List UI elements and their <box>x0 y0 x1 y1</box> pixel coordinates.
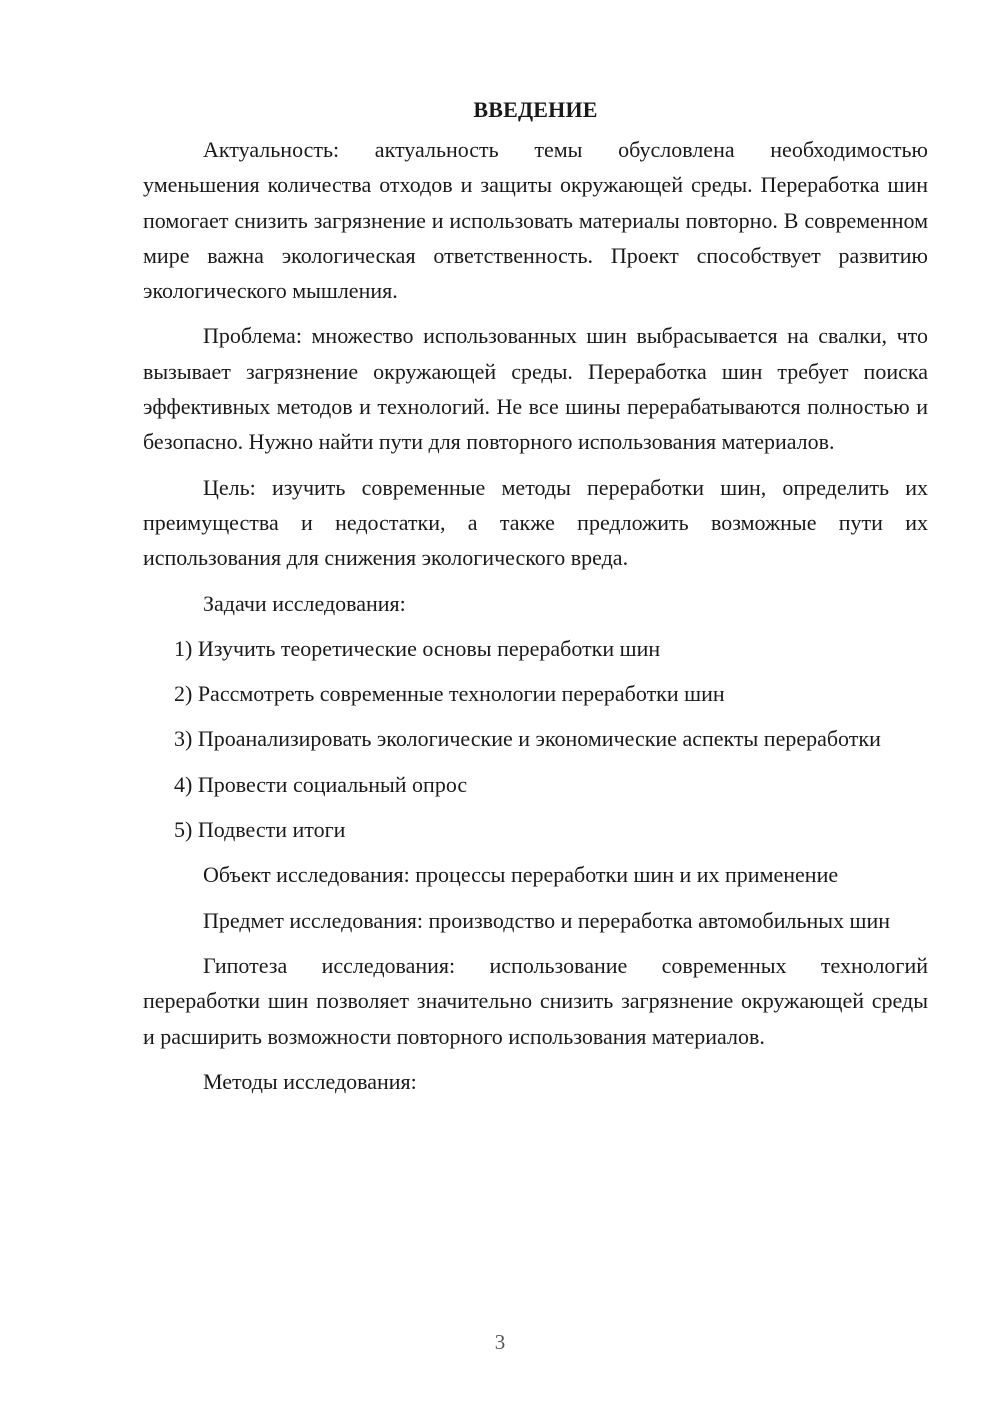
task-item: 3) Проанализировать экологические и экономические аспекты переработки <box>174 726 881 752</box>
object-paragraph: Объект исследования: процессы переработки шин и их применение <box>203 862 839 888</box>
section-title: ВВЕДЕНИЕ <box>473 97 598 122</box>
task-item: 1) Изучить теоретические основы переработки шин <box>174 635 661 661</box>
hypothesis-paragraph: Гипотеза исследования: использование современных технологий переработки шин позволяет значительно снизить загрязнение окружающей среды и расширить возможности повторного использования материалов. <box>143 952 928 1049</box>
task-item: 2) Рассмотреть современные технологии переработки шин <box>174 681 725 707</box>
task-item: 5) Подвести итоги <box>174 817 346 843</box>
problem-paragraph: Проблема: множество использованных шин выбрасывается на свалки, что вызывает загрязнение окружающей среды. Переработка шин требует поиска эффективных методов и технологий. Не все шины перерабатываются полностью и безопасно. Нужно найти пути для повторного использования материалов. <box>143 323 928 455</box>
subject-paragraph: Предмет исследования: производство и переработка автомобильных шин <box>203 907 891 933</box>
task-item: 4) Провести социальный опрос <box>174 771 468 797</box>
document-page <box>143 88 928 1109</box>
relevance-paragraph: Актуальность: актуальность темы обусловлена необходимостью уменьшения количества отходов и защиты окружающей среды. Переработка шин помогает снизить загрязнение и использовать материалы повторно. В современном мире важна экологическая ответственность. Проект способствует развитию экологического мышления. <box>143 137 928 304</box>
tasks-heading: Задачи исследования: <box>203 590 406 616</box>
methods-heading: Методы исследования: <box>203 1068 417 1094</box>
goal-paragraph: Цель: изучить современные методы переработки шин, определить их преимущества и недостатки, а также предложить возможные пути их использования для снижения экологического вреда. <box>143 474 928 571</box>
page-number: 3 <box>494 1330 506 1354</box>
